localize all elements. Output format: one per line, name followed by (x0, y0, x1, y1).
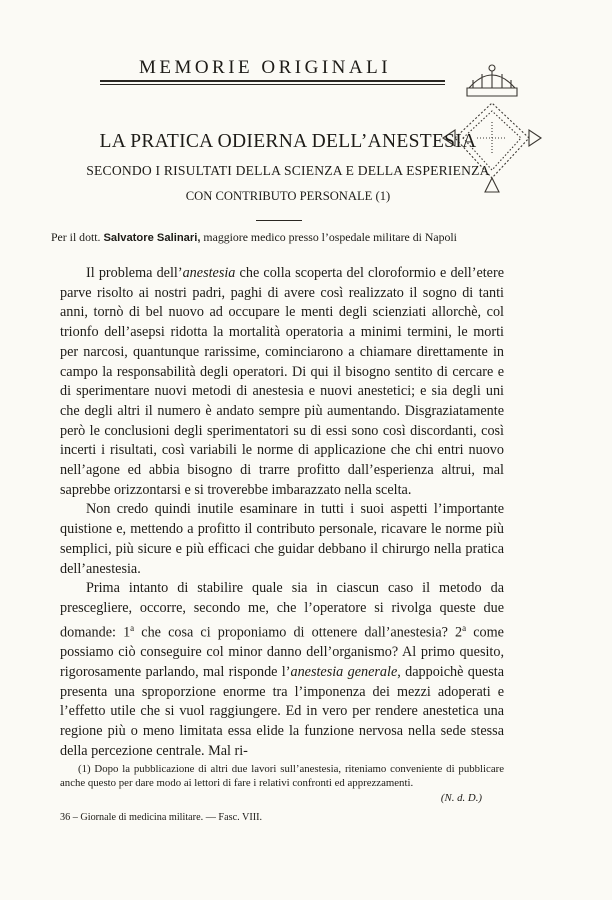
paragraph-2: Non credo quindi inutile esaminare in tutti i suoi aspetti l’importante quistione e, mettendo a profitto il contributo personale, ricavare le norme più semplici, più sicure e più efficaci che guidar debbano il chirurgo nella pratica dell’anestesia. (60, 501, 504, 577)
paragraph-3-part-a: Prima intanto di stabilire quale sia in ciascun caso il metodo da prescegliere, occorre, secondo me, che l’operatore si rivolga queste due domande: 1 (60, 580, 504, 641)
paragraph-3-emphasis: anestesia generale (290, 663, 398, 680)
section-heading: MEMORIE ORIGINALI (138, 57, 392, 78)
paragraph-1-part-b: che colla scoperta del cloroformio e dell’etere parve risolto ai nostri padri, paghi di avere così realizzato il sogno di tanti anni, tornò di bel nuovo ad occupare le menti degli scienziati allorchè, col trionfo dell’asepsi ridotta la mortalità operatoria a minimi termini, le morti per narcosi, quantunque rarissime, cominciarono a chiamare direttamente in campo la responsabilità degli operatori. Di qui il bisogno sentito di cercare e di sperimentare nuovi metodi di anestesia e nuovi anestetici; e sia degli uni che degli altri il numero è andato sempre più aumentando. Disgraziatamente però le conclusioni degli sperimentatori su di essi sono così discordanti, così incerti i risultati, così variabili le norme di applicazione che chi entri nuovo nell’agone ed abbia bisogno di trarre profitto dall’esperienza altrui, mal saprebbe orizzontarsi e si troverebbe imbarazzato nella scelta. (60, 265, 504, 498)
author-name: Salvatore Salinari, (103, 232, 201, 244)
paragraph-1 (60, 264, 504, 500)
paragraph-1-part-a: Il problema dell’ (86, 265, 183, 281)
page-footer: 36 – Giornale di medicina militare. — Fasc. VIII. (60, 812, 263, 823)
paragraph-3-part-d: , dappoichè questa presenta una sproporzione enorme tra l’imponenza dei mezzi adoperati e l’effetto utile che si vuol raggiungere. Ed in vero per rendere anestetica una regione più o meno limitata essa elide la funzione nervosa nella sede stessa della percezione centrale. Mal ri- (60, 663, 505, 759)
article-subtitle: SECONDO I RISULTATI DELLA SCIENZA E DELLA ESPERIENZA (86, 163, 490, 178)
paragraph-3 (60, 579, 504, 761)
paragraph-1-emphasis: anestesia (182, 265, 236, 281)
article-subtitle-contribution: CON CONTRIBUTO PERSONALE (1) (185, 189, 391, 203)
ordinal-superscript-1: a (130, 622, 135, 633)
article-title: LA PRATICA ODIERNA DELL’ANESTESIA (99, 131, 477, 152)
article-body (60, 264, 504, 761)
author-prefix: Per il dott. (51, 230, 101, 244)
author-affiliation: maggiore medico presso l’ospedale militare di Napoli (203, 230, 457, 244)
title-separator (256, 220, 302, 221)
footnote-text: (1) Dopo la pubblicazione di altri due lavori sull’anestesia, riteniamo conveniente di pubblicare anche questo per dare modo ai lettori di fare i relativi confronti ed apprezzamenti. (60, 763, 504, 790)
author-line (51, 230, 521, 245)
paragraph-3-part-c: come possiamo ciò conseguire col minor danno dell’organismo? Al primo quesito, rigorosamente parlando, mal risponde l’ (60, 624, 504, 680)
ordinal-superscript-2: a (462, 622, 467, 633)
paragraph-3-part-b: che cosa ci proponiamo di ottenere dall’anestesia? 2 (134, 624, 463, 641)
footnote (60, 762, 504, 805)
footnote-signature: (N. d. D.) (440, 791, 482, 804)
heading-rule (100, 80, 445, 85)
